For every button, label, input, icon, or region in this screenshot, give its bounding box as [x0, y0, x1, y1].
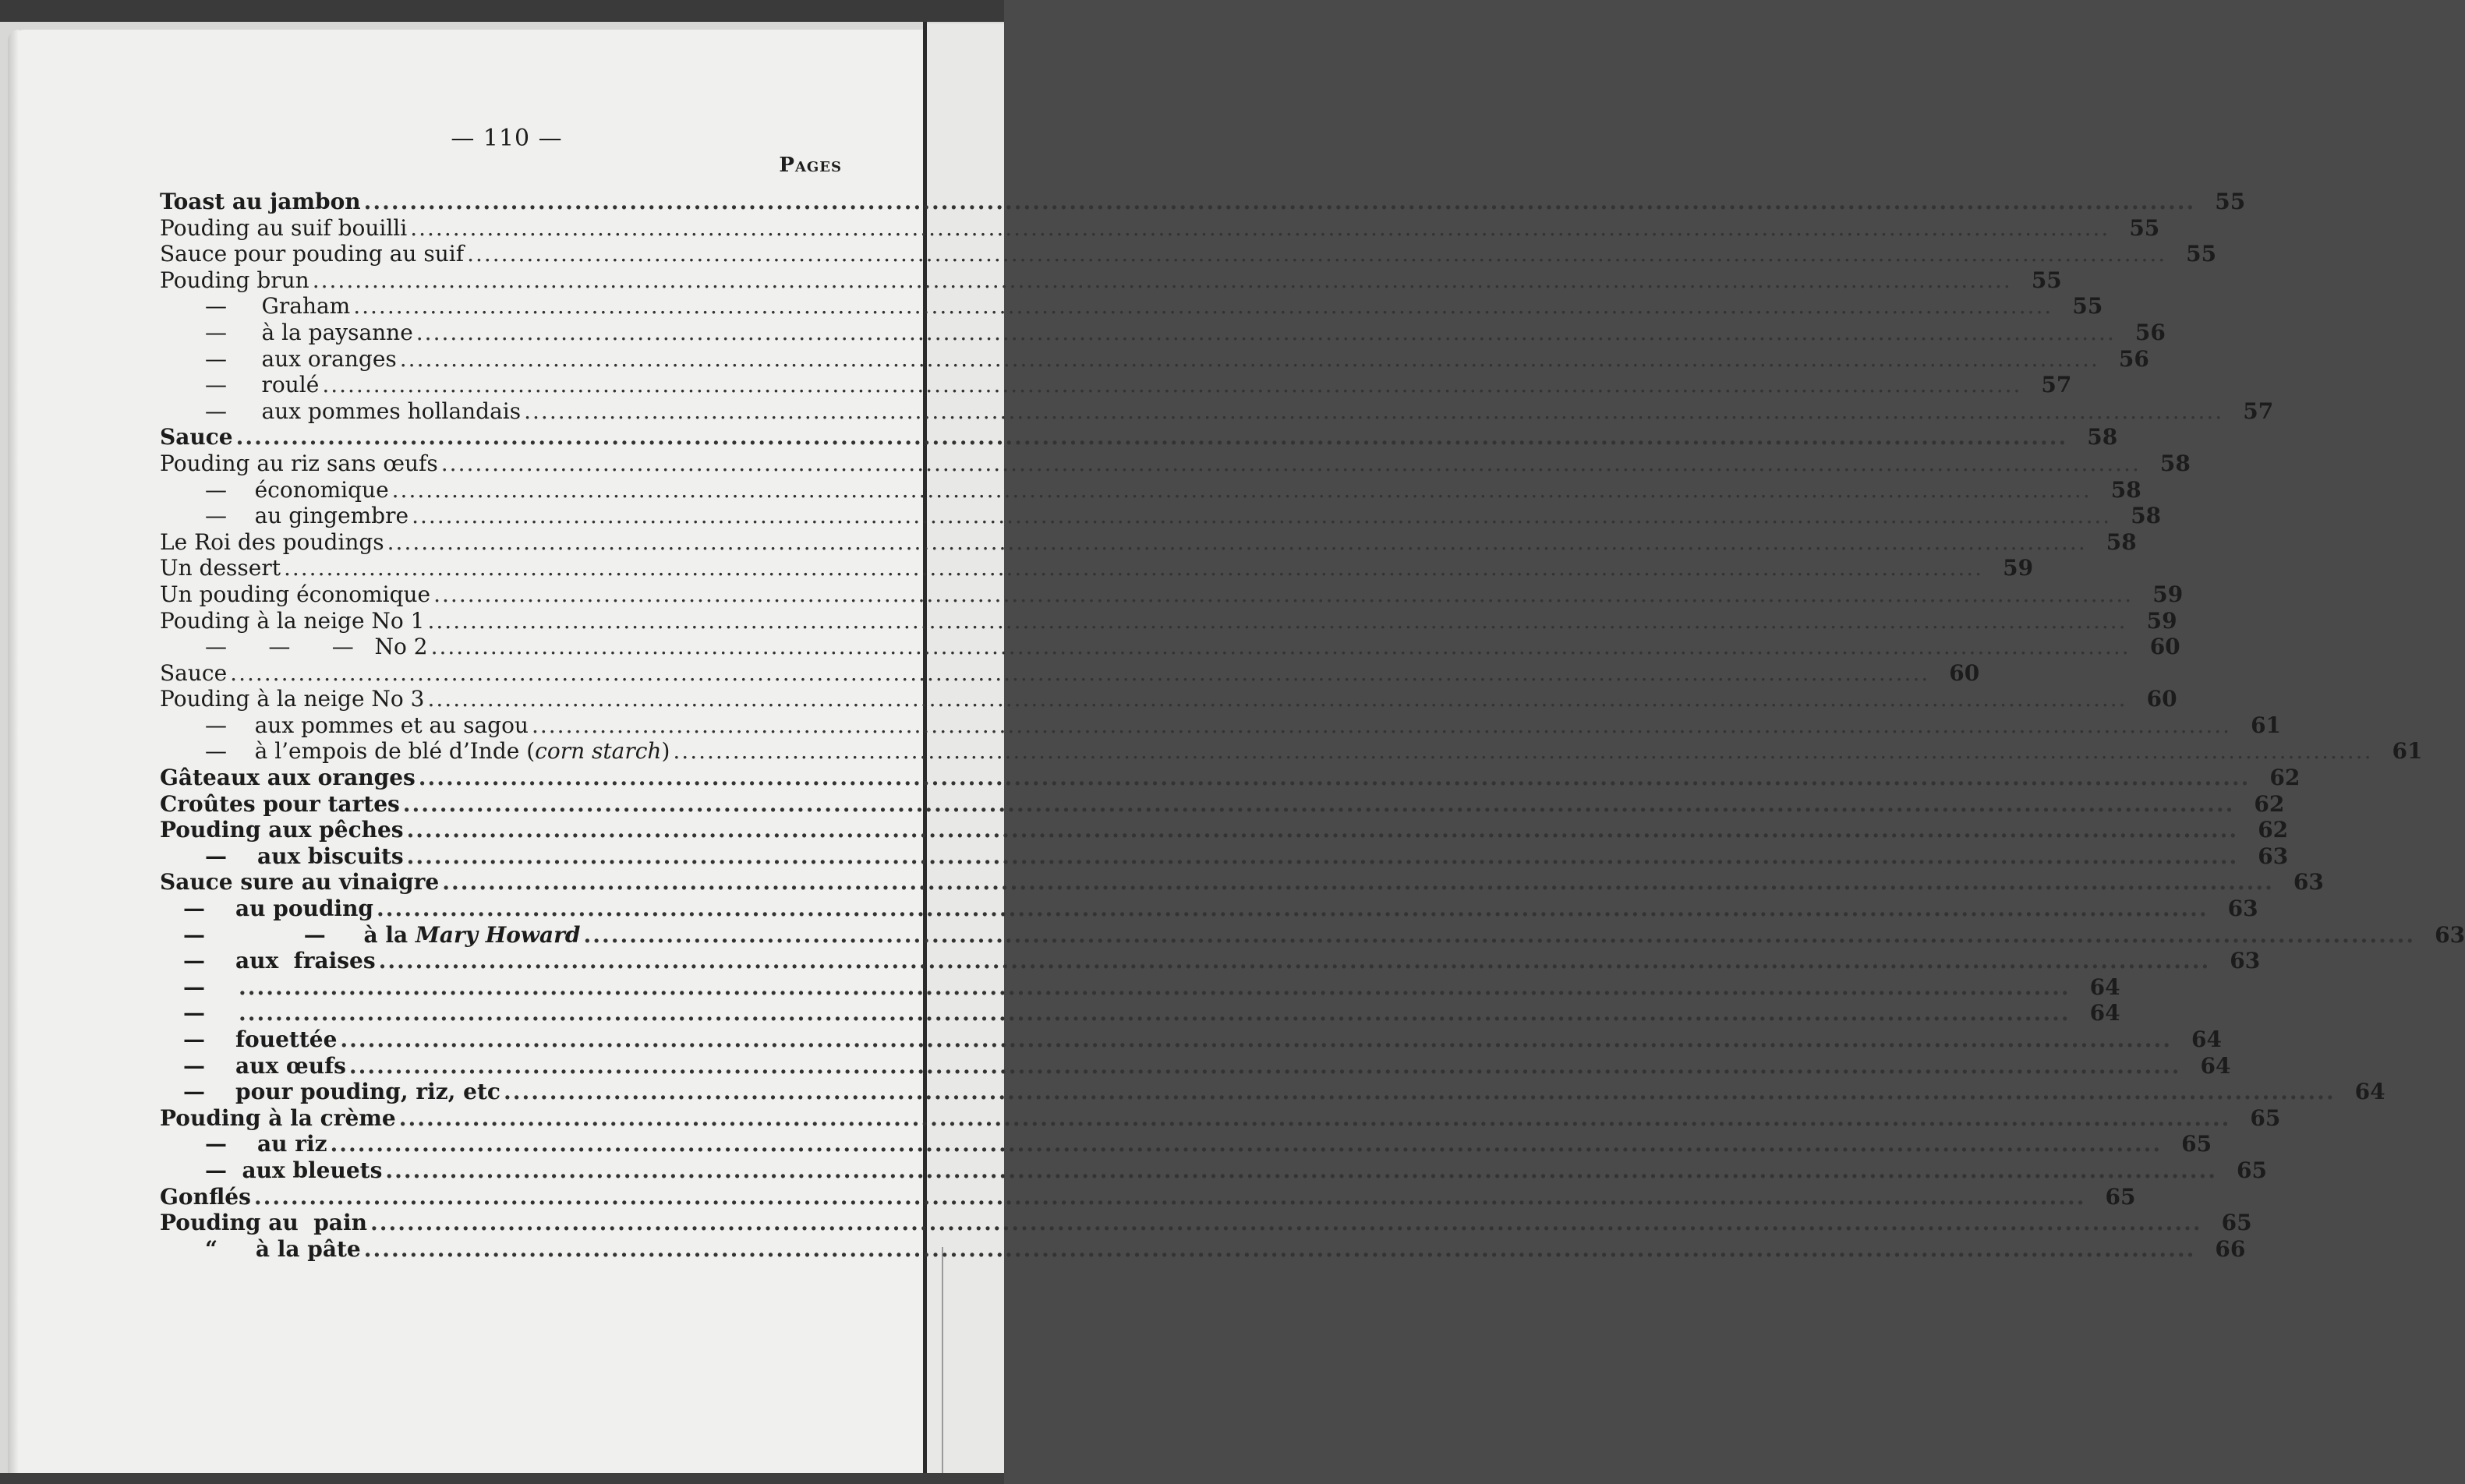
toc-entry	[160, 189, 2246, 215]
toc-entry-title: Pouding au pain	[160, 1210, 367, 1236]
toc-entry	[160, 450, 2191, 477]
toc-entry-page: 62	[2269, 765, 2301, 791]
toc-entry	[160, 921, 2465, 949]
toc-leader-dots: ........................................................................................................................................................................................................	[385, 1157, 2217, 1183]
toc-entry	[160, 896, 2258, 922]
toc-entry	[160, 765, 2301, 791]
toc-leader-dots: ........................................................................................................................................................................................................	[363, 189, 2196, 214]
toc-leader-dots: ........................................................................................................................................................................................................	[312, 267, 2012, 293]
toc-entry-page: 64	[2200, 1052, 2231, 1079]
toc-entry-page: 66	[2215, 1235, 2246, 1262]
toc-entry-title: — au riz	[205, 1131, 327, 1157]
toc-entry	[160, 1052, 2231, 1079]
toc-leader-dots: ........................................................................................................................................................................................................	[322, 372, 2022, 398]
toc-entry-title: Pouding au suif bouilli	[160, 214, 408, 241]
toc-entry-page: 65	[2250, 1104, 2281, 1131]
toc-entry-page: 63	[2227, 896, 2258, 922]
page-number: — 110 —	[451, 125, 563, 152]
toc-entry-title: Pouding à la crème	[160, 1104, 396, 1131]
toc-entry-page: 58	[2131, 503, 2162, 529]
toc-entry-page: 56	[2118, 345, 2149, 372]
toc-entry-title: “ à la pâte	[205, 1235, 361, 1262]
toc-entry	[160, 1183, 2136, 1210]
toc-entry-title: — aux oranges	[205, 345, 397, 372]
toc-entry-page: 65	[2236, 1157, 2267, 1183]
toc-entry-page: 60	[2149, 634, 2180, 660]
toc-leader-dots: ........................................................................................................................................................................................................	[340, 1026, 2172, 1052]
toc-entry-page: 58	[2159, 450, 2191, 476]
toc-entry	[160, 790, 2285, 818]
toc-entry-title: Pouding au riz sans œufs	[160, 450, 438, 476]
toc-entry	[160, 528, 2137, 556]
toc-entry	[160, 372, 2072, 398]
toc-entry-page: 59	[2003, 555, 2034, 581]
table-of-contents	[160, 189, 2465, 1262]
toc-entry-title: Un dessert	[160, 555, 281, 581]
toc-entry	[160, 1000, 2120, 1026]
toc-entry-page: 55	[2072, 293, 2103, 320]
toc-entry-page: 55	[2031, 267, 2062, 293]
toc-entry-page: 59	[2152, 581, 2184, 607]
toc-entry	[160, 869, 2324, 896]
toc-leader-dots: ........................................................................................................................................................................................................	[353, 293, 2053, 320]
toc-leader-dots: ........................................................................................................................................................................................................	[387, 528, 2087, 555]
toc-entry	[160, 634, 2180, 660]
toc-leader-dots: ........................................................................................................................................................................................................	[467, 241, 2167, 267]
toc-entry	[160, 319, 2166, 346]
toc-entry-title: Toast au jambon	[160, 189, 361, 214]
toc-leader-dots: ........................................................................................................................................................................................................	[503, 1079, 2336, 1105]
toc-entry-title: Pouding à la neige No 1	[160, 607, 425, 634]
toc-entry-title: — aux œufs	[183, 1052, 346, 1079]
toc-leader-dots: ........................................................................................................................................................................................................	[406, 843, 2239, 869]
toc-leader-dots: ........................................................................................................................................................................................................	[399, 345, 2099, 372]
toc-leader-dots: ........................................................................................................................................................................................................	[406, 817, 2239, 843]
pages-column-header: Pages	[779, 154, 842, 177]
toc-entry	[160, 214, 2160, 242]
toc-entry	[160, 948, 2261, 974]
toc-entry-title: — aux fraises	[183, 948, 376, 974]
toc-leader-dots: ........................................................................................................................................................................................................	[283, 555, 1984, 581]
toc-entry-title: Pouding à la neige No 3	[160, 686, 425, 712]
toc-leader-dots: ........................................................................................................................................................................................................	[391, 476, 2092, 503]
toc-entry-page: 64	[2089, 973, 2120, 1000]
toc-entry	[160, 607, 2177, 634]
toc-leader-dots: ........................................................................................................................................................................................................	[433, 581, 2134, 607]
toc-leader-dots: ........................................................................................................................................................................................................	[410, 214, 2110, 241]
toc-entry	[160, 1235, 2246, 1263]
toc-leader-dots: ........................................................................................................................................................................................................	[583, 921, 2416, 948]
toc-entry-title: — économique	[205, 476, 389, 503]
toc-leader-dots: ........................................................................................................................................................................................................	[363, 1235, 2196, 1262]
toc-entry-page: 57	[2243, 398, 2274, 424]
toc-entry	[160, 476, 2141, 504]
toc-leader-dots: ........................................................................................................................................................................................................	[418, 765, 2251, 791]
toc-entry-title: Croûtes pour tartes	[160, 790, 400, 817]
toc-entry	[160, 293, 2103, 320]
toc-entry-title: —	[183, 1000, 235, 1026]
toc-leader-dots: ........................................................................................................................................................................................................	[377, 896, 2209, 922]
toc-entry-title: Pouding brun	[160, 267, 309, 293]
toc-entry-title: Pouding aux pêches	[160, 817, 404, 843]
toc-entry-page: 64	[2191, 1026, 2222, 1052]
scan-top-border	[0, 0, 1004, 23]
toc-entry-page: 65	[2221, 1210, 2252, 1236]
toc-entry-page: 60	[1949, 659, 1980, 686]
toc-entry-title: — roulé	[205, 372, 320, 398]
toc-entry-title: — — — No 2	[205, 634, 428, 660]
toc-entry-title: — aux pommes et au sagou	[205, 712, 529, 738]
toc-entry-page: 58	[2106, 528, 2137, 555]
toc-entry-page: 57	[2041, 372, 2072, 398]
page-edge-shadow	[8, 30, 19, 1473]
toc-entry	[160, 398, 2274, 425]
toc-entry-title: — Graham	[205, 293, 351, 320]
toc-leader-dots: ........................................................................................................................................................................................................	[440, 450, 2141, 476]
toc-entry-page: 55	[2129, 214, 2160, 241]
toc-leader-dots: ........................................................................................................................................................................................................	[531, 712, 2232, 738]
toc-entry	[160, 1157, 2267, 1184]
toc-leader-dots: ........................................................................................................................................................................................................	[253, 1183, 2086, 1210]
toc-entry-page: 60	[2146, 686, 2177, 712]
toc-entry	[160, 686, 2177, 712]
scan-bottom-border	[0, 1473, 1004, 1484]
toc-entry-page: 63	[2435, 921, 2465, 948]
toc-entry	[160, 1131, 2212, 1157]
toc-entry-title: Gâteaux aux oranges	[160, 765, 416, 791]
toc-entry	[160, 738, 2423, 765]
toc-entry	[160, 503, 2162, 529]
toc-entry-title: Sauce sure au vinaigre	[160, 869, 440, 896]
toc-entry-page: 65	[2181, 1131, 2212, 1157]
toc-entry-page: 61	[2392, 738, 2423, 765]
toc-leader-dots: ........................................................................................................................................................................................................	[442, 869, 2274, 896]
toc-entry-page: 63	[2258, 843, 2289, 869]
toc-leader-dots: ........................................................................................................................................................................................................	[330, 1131, 2163, 1157]
toc-entry-title: — pour pouding, riz, etc	[183, 1079, 500, 1105]
toc-entry-title: — fouettée	[183, 1026, 338, 1052]
toc-entry-page: 59	[2146, 607, 2177, 634]
toc-entry-title: — au pouding	[183, 896, 374, 922]
toc-entry-page: 65	[2105, 1183, 2136, 1210]
toc-entry	[160, 424, 2118, 450]
toc-leader-dots: ........................................................................................................................................................................................................	[427, 686, 2127, 712]
toc-leader-dots: ........................................................................................................................................................................................................	[378, 948, 2211, 974]
toc-leader-dots: ........................................................................................................................................................................................................	[402, 790, 2235, 817]
toc-entry-page: 62	[2254, 790, 2285, 817]
toc-leader-dots: ........................................................................................................................................................................................................	[427, 607, 2127, 634]
toc-entry-page: 55	[2215, 189, 2246, 214]
toc-leader-dots: ........................................................................................................................................................................................................	[235, 424, 2068, 450]
toc-leader-dots: ........................................................................................................................................................................................................	[430, 634, 2131, 660]
toc-entry-page: 55	[2186, 241, 2217, 267]
toc-entry-page: 58	[2087, 424, 2118, 450]
toc-entry-title: Gonflés	[160, 1183, 251, 1210]
toc-entry-title: Sauce pour pouding au suif	[160, 241, 465, 267]
facing-page-mark	[942, 1247, 943, 1481]
toc-entry	[160, 267, 2062, 294]
toc-entry-page: 64	[2089, 1000, 2120, 1026]
toc-entry-page: 63	[2230, 948, 2261, 974]
toc-entry-title: Sauce	[160, 659, 228, 686]
toc-entry	[160, 1210, 2252, 1236]
toc-leader-dots: ........................................................................................................................................................................................................	[370, 1210, 2202, 1236]
toc-entry	[160, 973, 2120, 1001]
toc-entry	[160, 1079, 2385, 1105]
toc-entry-title: Le Roi des poudings	[160, 528, 384, 555]
toc-entry-page: 64	[2354, 1079, 2385, 1105]
toc-entry-title: — — à la Mary Howard	[183, 921, 581, 948]
toc-leader-dots: ........................................................................................................................................................................................................	[416, 319, 2116, 345]
toc-entry-title: — aux bleuets	[205, 1157, 383, 1183]
toc-leader-dots: ........................................................................................................................................................................................................	[239, 973, 2071, 1000]
toc-entry-title: — aux pommes hollandais	[205, 398, 522, 424]
toc-entry	[160, 1104, 2281, 1132]
toc-entry	[160, 581, 2184, 608]
toc-entry	[160, 555, 2034, 581]
toc-leader-dots: ........................................................................................................................................................................................................	[230, 659, 1930, 686]
toc-entry-title: — au gingembre	[205, 503, 409, 529]
toc-entry	[160, 712, 2282, 739]
toc-leader-dots: ........................................................................................................................................................................................................	[412, 503, 2112, 529]
toc-entry	[160, 345, 2149, 373]
toc-entry	[160, 241, 2217, 267]
toc-entry	[160, 1026, 2222, 1053]
toc-entry-title: — à l’empois de blé d’Inde (corn starch)	[205, 738, 670, 765]
toc-entry-title: — aux biscuits	[205, 843, 404, 869]
toc-entry-page: 62	[2258, 817, 2289, 843]
toc-entry-page: 58	[2110, 476, 2141, 503]
toc-entry-page: 61	[2251, 712, 2282, 738]
toc-entry-title: Sauce	[160, 424, 233, 450]
toc-leader-dots: ........................................................................................................................................................................................................	[524, 398, 2224, 424]
toc-entry	[160, 659, 1980, 687]
toc-entry	[160, 817, 2289, 843]
toc-entry	[160, 843, 2289, 870]
toc-entry-page: 63	[2293, 869, 2324, 896]
toc-entry-page: 56	[2134, 319, 2166, 345]
toc-entry-title: Un pouding économique	[160, 581, 431, 607]
toc-leader-dots: ........................................................................................................................................................................................................	[239, 1000, 2071, 1026]
toc-entry-title: —	[183, 973, 235, 1000]
toc-leader-dots: ........................................................................................................................................................................................................	[673, 738, 2373, 765]
toc-leader-dots: ........................................................................................................................................................................................................	[398, 1104, 2231, 1131]
toc-entry-title: — à la paysanne	[205, 319, 413, 345]
toc-leader-dots: ........................................................................................................................................................................................................	[348, 1052, 2181, 1079]
